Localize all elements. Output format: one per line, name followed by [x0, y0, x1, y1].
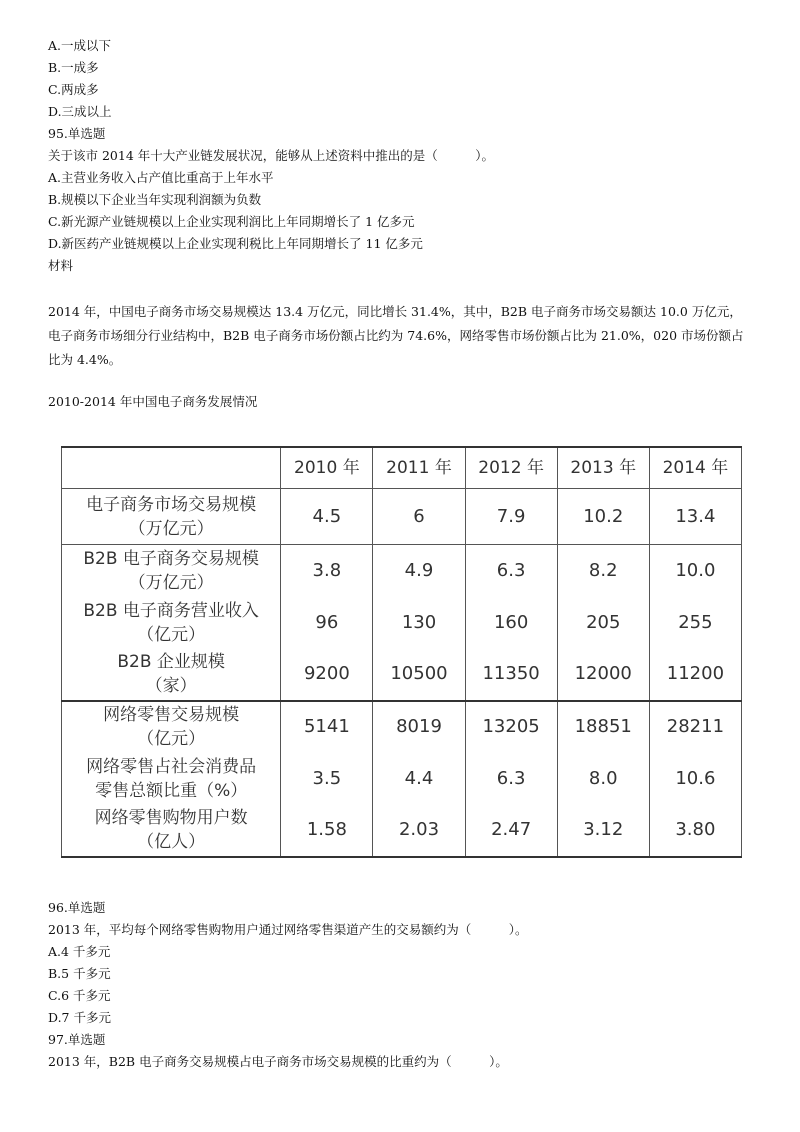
table-cell: 10.6	[649, 753, 741, 805]
table-cell: 205	[557, 597, 649, 649]
table-cell: 160	[465, 597, 557, 649]
table-cell: 12000	[557, 649, 649, 701]
table-cell: 28211	[649, 701, 741, 753]
table-row	[62, 489, 742, 545]
table-cell: 10.0	[649, 545, 741, 597]
table-cell: 6	[373, 489, 465, 545]
table-header-year: 2010 年	[281, 447, 373, 489]
row-label: B2B 电子商务交易规模 （万亿元）	[62, 545, 281, 597]
q94-option-b: B.一成多	[48, 60, 99, 75]
table-cell: 4.4	[373, 753, 465, 805]
table-cell: 5141	[281, 701, 373, 753]
table-cell: 7.9	[465, 489, 557, 545]
table-cell: 96	[281, 597, 373, 649]
table-cell: 11200	[649, 649, 741, 701]
table-row	[62, 753, 742, 805]
table-cell: 10.2	[557, 489, 649, 545]
table-cell: 8019	[373, 701, 465, 753]
q96-option-d: D.7 千多元	[48, 1010, 111, 1025]
q95-number: 95.单选题	[48, 126, 106, 141]
q97-question: 2013 年，B2B 电子商务交易规模占电子商务市场交易规模的比重约为（ ）。	[48, 1054, 508, 1069]
table-cell: 3.12	[557, 805, 649, 857]
table-cell: 8.2	[557, 545, 649, 597]
q94-option-c: C.两成多	[48, 82, 99, 97]
q96-option-b: B.5 千多元	[48, 966, 111, 981]
q96-option-c: C.6 千多元	[48, 988, 111, 1003]
material-paragraph: 2014 年，中国电子商务市场交易规模达 13.4 万亿元，同比增长 31.4%，其中，B2B 电子商务市场交易额达 10.0 万亿元，电子商务市场细分行业结构中，B2B 电子商务市场份额占比约为 74.6%，网络零售市场份额占比为 21.0%，020 市场份额占比为 4.4%。	[48, 304, 744, 367]
q95-option-a: A.主营业务收入占产值比重高于上年水平	[48, 170, 274, 185]
q94-option-a: A.一成以下	[48, 38, 112, 53]
q95-question: 关于该市 2014 年十大产业链发展状况，能够从上述资料中推出的是（ ）。	[48, 148, 495, 163]
row-label: 网络零售交易规模 （亿元）	[62, 701, 281, 753]
table-cell: 4.9	[373, 545, 465, 597]
table-cell: 13.4	[649, 489, 741, 545]
row-label: 网络零售占社会消费品 零售总额比重（%）	[62, 753, 281, 805]
table-cell: 13205	[465, 701, 557, 753]
row-label: B2B 电子商务营业收入 （亿元）	[62, 597, 281, 649]
row-label: 网络零售购物用户数 （亿人）	[62, 805, 281, 857]
table-header-year: 2014 年	[649, 447, 741, 489]
table-header-row	[62, 447, 742, 489]
q96-number: 96.单选题	[48, 900, 106, 915]
table-row	[62, 649, 742, 701]
table-caption: 2010-2014 年中国电子商务发展情况	[48, 394, 258, 409]
q97-number: 97.单选题	[48, 1032, 106, 1047]
q95-option-c: C.新光源产业链规模以上企业实现利润比上年同期增长了 1 亿多元	[48, 214, 415, 229]
table-cell: 2.03	[373, 805, 465, 857]
table-cell: 4.5	[281, 489, 373, 545]
table-header-blank	[62, 447, 281, 489]
table-cell: 130	[373, 597, 465, 649]
table-cell: 2.47	[465, 805, 557, 857]
table-cell: 3.8	[281, 545, 373, 597]
table-cell: 9200	[281, 649, 373, 701]
table-cell: 1.58	[281, 805, 373, 857]
material-label: 材料	[48, 258, 74, 273]
q95-option-b: B.规模以下企业当年实现利润额为负数	[48, 192, 262, 207]
q96-question: 2013 年，平均每个网络零售购物用户通过网络零售渠道产生的交易额约为（ ）。	[48, 922, 528, 937]
row-label: 电子商务市场交易规模 （万亿元）	[62, 489, 281, 545]
table-header-year: 2011 年	[373, 447, 465, 489]
table-cell: 255	[649, 597, 741, 649]
table-cell: 10500	[373, 649, 465, 701]
ecommerce-data-table	[61, 446, 742, 858]
table-cell: 3.80	[649, 805, 741, 857]
q96-option-a: A.4 千多元	[48, 944, 111, 959]
table-header-year: 2013 年	[557, 447, 649, 489]
table-row	[62, 805, 742, 857]
table-cell: 8.0	[557, 753, 649, 805]
table-row	[62, 597, 742, 649]
table-cell: 3.5	[281, 753, 373, 805]
table-cell: 11350	[465, 649, 557, 701]
table-row	[62, 545, 742, 597]
table-row	[62, 701, 742, 753]
row-label: B2B 企业规模 （家）	[62, 649, 281, 701]
table-cell: 6.3	[465, 545, 557, 597]
table-cell: 18851	[557, 701, 649, 753]
table-cell: 6.3	[465, 753, 557, 805]
q95-option-d: D.新医药产业链规模以上企业实现利税比上年同期增长了 11 亿多元	[48, 236, 423, 251]
q94-option-d: D.三成以上	[48, 104, 112, 119]
table-header-year: 2012 年	[465, 447, 557, 489]
